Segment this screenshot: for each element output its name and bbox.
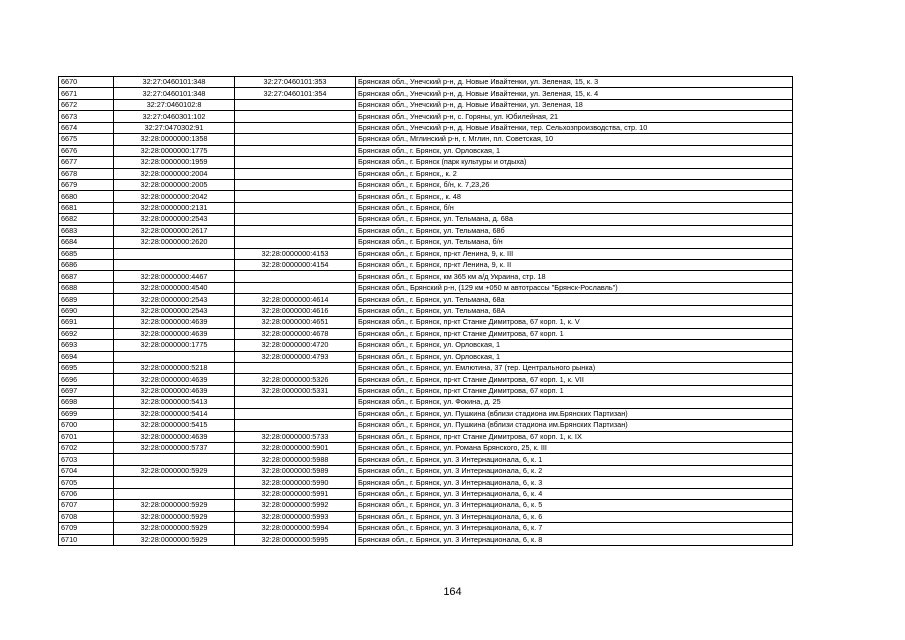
row-number-cell: 6674 bbox=[59, 122, 114, 133]
sub-cadastral-number-cell: 32:28:0000000:4614 bbox=[235, 294, 356, 305]
cadastral-number-cell: 32:28:0000000:1959 bbox=[114, 157, 235, 168]
address-cell: Брянская обл., г. Брянск, пр-кт Станке Димитрова, 67 корп. 1, к. VII bbox=[356, 374, 793, 385]
sub-cadastral-number-cell: 32:28:0000000:4616 bbox=[235, 305, 356, 316]
table-row bbox=[59, 122, 793, 133]
address-cell: Брянская обл., г. Брянск, ул. Емлютина, 37 (тер. Центрального рынка) bbox=[356, 362, 793, 373]
sub-cadastral-number-cell bbox=[235, 157, 356, 168]
cadastral-number-cell: 32:27:0460301:102 bbox=[114, 111, 235, 122]
table-row bbox=[59, 317, 793, 328]
cadastral-number-cell: 32:28:0000000:5929 bbox=[114, 523, 235, 534]
address-cell: Брянская обл., г. Брянск, ул. Пушкина (вблизи стадиона им.Брянских Партизан) bbox=[356, 408, 793, 419]
sub-cadastral-number-cell: 32:28:0000000:4154 bbox=[235, 260, 356, 271]
address-cell: Брянская обл., г. Брянск, ул. Тельмана, д. 68а bbox=[356, 214, 793, 225]
cadastral-number-cell bbox=[114, 351, 235, 362]
table-row bbox=[59, 88, 793, 99]
row-number-cell: 6690 bbox=[59, 305, 114, 316]
table-row bbox=[59, 420, 793, 431]
address-cell: Брянская обл., г. Брянск, пр-кт Станке Димитрова, 67 корп. 1, к. V bbox=[356, 317, 793, 328]
table-row bbox=[59, 157, 793, 168]
row-number-cell: 6708 bbox=[59, 511, 114, 522]
cadastral-number-cell: 32:28:0000000:2543 bbox=[114, 305, 235, 316]
row-number-cell: 6672 bbox=[59, 99, 114, 110]
cadastral-number-cell: 32:28:0000000:4467 bbox=[114, 271, 235, 282]
table-row bbox=[59, 443, 793, 454]
row-number-cell: 6680 bbox=[59, 191, 114, 202]
cadastral-number-cell: 32:28:0000000:2131 bbox=[114, 202, 235, 213]
row-number-cell: 6693 bbox=[59, 340, 114, 351]
address-cell: Брянская обл., г. Брянск, пр-кт Станке Димитрова, 67 корп. 1, к. IX bbox=[356, 431, 793, 442]
cadastral-number-cell: 32:28:0000000:5218 bbox=[114, 362, 235, 373]
table-row bbox=[59, 374, 793, 385]
row-number-cell: 6709 bbox=[59, 523, 114, 534]
sub-cadastral-number-cell: 32:28:0000000:5993 bbox=[235, 511, 356, 522]
cadastral-number-cell: 32:28:0000000:5929 bbox=[114, 511, 235, 522]
cadastral-number-cell: 32:28:0000000:4639 bbox=[114, 328, 235, 339]
table-row bbox=[59, 328, 793, 339]
address-cell: Брянская обл., г. Брянск, ул. 3 Интернационала, 6, к. 2 bbox=[356, 465, 793, 476]
address-cell: Брянская обл., Унечский р-н, д. Новые Ивайтенки, тер. Сельхозпроизводства, стр. 10 bbox=[356, 122, 793, 133]
row-number-cell: 6688 bbox=[59, 282, 114, 293]
table-row bbox=[59, 271, 793, 282]
address-cell: Брянская обл., г. Брянск,, к. 2 bbox=[356, 168, 793, 179]
table-row bbox=[59, 454, 793, 465]
row-number-cell: 6685 bbox=[59, 248, 114, 259]
row-number-cell: 6675 bbox=[59, 134, 114, 145]
cadastral-number-cell: 32:28:0000000:2620 bbox=[114, 237, 235, 248]
sub-cadastral-number-cell bbox=[235, 271, 356, 282]
address-cell: Брянская обл., г. Брянск, б/н bbox=[356, 202, 793, 213]
address-cell: Брянская обл., г. Брянск, пр-кт Ленина, 9, к. III bbox=[356, 248, 793, 259]
table-row bbox=[59, 511, 793, 522]
cadastral-number-cell: 32:28:0000000:5929 bbox=[114, 465, 235, 476]
address-cell: Брянская обл., г. Брянск, ул. Орловская, 1 bbox=[356, 351, 793, 362]
sub-cadastral-number-cell: 32:28:0000000:5991 bbox=[235, 488, 356, 499]
sub-cadastral-number-cell bbox=[235, 191, 356, 202]
cadastral-number-cell: 32:28:0000000:4639 bbox=[114, 317, 235, 328]
sub-cadastral-number-cell: 32:28:0000000:5901 bbox=[235, 443, 356, 454]
sub-cadastral-number-cell: 32:28:0000000:5733 bbox=[235, 431, 356, 442]
cadastral-number-cell: 32:28:0000000:4639 bbox=[114, 385, 235, 396]
row-number-cell: 6676 bbox=[59, 145, 114, 156]
cadastral-number-cell: 32:27:0470302:91 bbox=[114, 122, 235, 133]
cadastral-number-cell: 32:28:0000000:1358 bbox=[114, 134, 235, 145]
cadastral-number-cell bbox=[114, 260, 235, 271]
address-cell: Брянская обл., г. Брянск, ул. 3 Интернационала, 6, к. 7 bbox=[356, 523, 793, 534]
table-row bbox=[59, 145, 793, 156]
address-cell: Брянская обл., Унечский р-н, с. Горяны, ул. Юбилейная, 21 bbox=[356, 111, 793, 122]
sub-cadastral-number-cell bbox=[235, 111, 356, 122]
table-row bbox=[59, 225, 793, 236]
row-number-cell: 6705 bbox=[59, 477, 114, 488]
sub-cadastral-number-cell bbox=[235, 408, 356, 419]
row-number-cell: 6694 bbox=[59, 351, 114, 362]
table-row bbox=[59, 248, 793, 259]
cadastral-number-cell: 32:28:0000000:2617 bbox=[114, 225, 235, 236]
row-number-cell: 6689 bbox=[59, 294, 114, 305]
address-cell: Брянская обл., г. Брянск (парк культуры и отдыха) bbox=[356, 157, 793, 168]
sub-cadastral-number-cell bbox=[235, 397, 356, 408]
row-number-cell: 6670 bbox=[59, 77, 114, 88]
sub-cadastral-number-cell: 32:28:0000000:5992 bbox=[235, 500, 356, 511]
row-number-cell: 6673 bbox=[59, 111, 114, 122]
sub-cadastral-number-cell: 32:28:0000000:5994 bbox=[235, 523, 356, 534]
address-cell: Брянская обл., Унечский р-н, д. Новые Ивайтенки, ул. Зеленая, 15, к. 3 bbox=[356, 77, 793, 88]
cadastral-number-cell: 32:28:0000000:4639 bbox=[114, 431, 235, 442]
table-row bbox=[59, 260, 793, 271]
row-number-cell: 6703 bbox=[59, 454, 114, 465]
address-cell: Брянская обл., г. Брянск, ул. 3 Интернационала, 6, к. 1 bbox=[356, 454, 793, 465]
address-cell: Брянская обл., г. Брянск, ул. Тельмана, б/н bbox=[356, 237, 793, 248]
cadastral-number-cell: 32:28:0000000:2005 bbox=[114, 179, 235, 190]
sub-cadastral-number-cell: 32:28:0000000:4720 bbox=[235, 340, 356, 351]
row-number-cell: 6704 bbox=[59, 465, 114, 476]
row-number-cell: 6683 bbox=[59, 225, 114, 236]
cadastral-number-cell bbox=[114, 477, 235, 488]
row-number-cell: 6710 bbox=[59, 534, 114, 545]
cadastral-number-cell bbox=[114, 488, 235, 499]
row-number-cell: 6700 bbox=[59, 420, 114, 431]
table-row bbox=[59, 168, 793, 179]
address-cell: Брянская обл., г. Брянск, пр-кт Ленина, 9, к. II bbox=[356, 260, 793, 271]
address-cell: Брянская обл., г. Брянск, пр-кт Станке Димитрова, 67 корп. 1 bbox=[356, 328, 793, 339]
sub-cadastral-number-cell bbox=[235, 202, 356, 213]
address-cell: Брянская обл., г. Брянск, ул. Орловская, 1 bbox=[356, 340, 793, 351]
row-number-cell: 6699 bbox=[59, 408, 114, 419]
sub-cadastral-number-cell: 32:28:0000000:4651 bbox=[235, 317, 356, 328]
cadastral-number-cell: 32:27:0460102:8 bbox=[114, 99, 235, 110]
table-body bbox=[59, 77, 793, 546]
sub-cadastral-number-cell bbox=[235, 168, 356, 179]
sub-cadastral-number-cell bbox=[235, 282, 356, 293]
table-row bbox=[59, 385, 793, 396]
address-cell: Брянская обл., г. Брянск, ул. Романа Брянского, 25, к. III bbox=[356, 443, 793, 454]
address-cell: Брянская обл., г. Брянск, км 365 км а/д Украина, стр. 18 bbox=[356, 271, 793, 282]
address-cell: Брянская обл., г. Брянск, пр-кт Станке Димитрова, 67 корп. 1 bbox=[356, 385, 793, 396]
sub-cadastral-number-cell bbox=[235, 99, 356, 110]
table-row bbox=[59, 294, 793, 305]
address-cell: Брянская обл., г. Брянск, ул. 3 Интернационала, 6, к. 5 bbox=[356, 500, 793, 511]
sub-cadastral-number-cell: 32:28:0000000:4153 bbox=[235, 248, 356, 259]
sub-cadastral-number-cell bbox=[235, 145, 356, 156]
sub-cadastral-number-cell bbox=[235, 420, 356, 431]
address-cell: Брянская обл., г. Брянск,, к. 48 bbox=[356, 191, 793, 202]
row-number-cell: 6706 bbox=[59, 488, 114, 499]
row-number-cell: 6692 bbox=[59, 328, 114, 339]
sub-cadastral-number-cell: 32:28:0000000:5990 bbox=[235, 477, 356, 488]
address-cell: Брянская обл., г. Брянск, ул. Орловская, 1 bbox=[356, 145, 793, 156]
row-number-cell: 6696 bbox=[59, 374, 114, 385]
table-row bbox=[59, 179, 793, 190]
sub-cadastral-number-cell: 32:27:0460101:353 bbox=[235, 77, 356, 88]
cadastral-number-cell: 32:28:0000000:2042 bbox=[114, 191, 235, 202]
property-table bbox=[58, 76, 793, 546]
page-number: 164 bbox=[443, 586, 462, 598]
address-cell: Брянская обл., г. Брянск, ул. 3 Интернационала, 6, к. 3 bbox=[356, 477, 793, 488]
cadastral-number-cell: 32:28:0000000:2004 bbox=[114, 168, 235, 179]
row-number-cell: 6695 bbox=[59, 362, 114, 373]
table-row bbox=[59, 500, 793, 511]
address-cell: Брянская обл., Унечский р-н, д. Новые Ивайтенки, ул. Зеленая, 15, к. 4 bbox=[356, 88, 793, 99]
sub-cadastral-number-cell: 32:27:0460101:354 bbox=[235, 88, 356, 99]
cadastral-number-cell bbox=[114, 454, 235, 465]
cadastral-number-cell: 32:28:0000000:2543 bbox=[114, 294, 235, 305]
cadastral-number-cell: 32:28:0000000:5929 bbox=[114, 500, 235, 511]
row-number-cell: 6684 bbox=[59, 237, 114, 248]
sub-cadastral-number-cell: 32:28:0000000:4793 bbox=[235, 351, 356, 362]
row-number-cell: 6697 bbox=[59, 385, 114, 396]
address-cell: Брянская обл., г. Брянск, ул. Фокина, д. 25 bbox=[356, 397, 793, 408]
row-number-cell: 6698 bbox=[59, 397, 114, 408]
sub-cadastral-number-cell bbox=[235, 225, 356, 236]
sub-cadastral-number-cell: 32:28:0000000:4678 bbox=[235, 328, 356, 339]
table-row bbox=[59, 362, 793, 373]
sub-cadastral-number-cell: 32:28:0000000:5995 bbox=[235, 534, 356, 545]
cadastral-number-cell: 32:28:0000000:4540 bbox=[114, 282, 235, 293]
address-cell: Брянская обл., г. Брянск, ул. 3 Интернационала, 6, к. 8 bbox=[356, 534, 793, 545]
sub-cadastral-number-cell bbox=[235, 134, 356, 145]
sub-cadastral-number-cell bbox=[235, 179, 356, 190]
table-row bbox=[59, 191, 793, 202]
address-cell: Брянская обл., г. Брянск, ул. Тельмана, 68б bbox=[356, 225, 793, 236]
sub-cadastral-number-cell: 32:28:0000000:5988 bbox=[235, 454, 356, 465]
row-number-cell: 6682 bbox=[59, 214, 114, 225]
sub-cadastral-number-cell: 32:28:0000000:5331 bbox=[235, 385, 356, 396]
address-cell: Брянская обл., г. Брянск, ул. Пушкина (вблизи стадиона им.Брянских Партизан) bbox=[356, 420, 793, 431]
row-number-cell: 6691 bbox=[59, 317, 114, 328]
address-cell: Брянская обл., г. Брянск, ул. Тельмана, 68А bbox=[356, 305, 793, 316]
table-row bbox=[59, 523, 793, 534]
sub-cadastral-number-cell bbox=[235, 237, 356, 248]
row-number-cell: 6681 bbox=[59, 202, 114, 213]
cadastral-number-cell: 32:27:0460101:348 bbox=[114, 88, 235, 99]
cadastral-number-cell bbox=[114, 248, 235, 259]
cadastral-number-cell: 32:28:0000000:1775 bbox=[114, 145, 235, 156]
row-number-cell: 6679 bbox=[59, 179, 114, 190]
table-row bbox=[59, 214, 793, 225]
sub-cadastral-number-cell bbox=[235, 214, 356, 225]
table-row bbox=[59, 488, 793, 499]
table-row bbox=[59, 111, 793, 122]
table-row bbox=[59, 99, 793, 110]
cadastral-number-cell: 32:28:0000000:4639 bbox=[114, 374, 235, 385]
row-number-cell: 6678 bbox=[59, 168, 114, 179]
sub-cadastral-number-cell bbox=[235, 122, 356, 133]
address-cell: Брянская обл., г. Брянск, ул. 3 Интернационала, 6, к. 4 bbox=[356, 488, 793, 499]
table-row bbox=[59, 202, 793, 213]
cadastral-number-cell: 32:28:0000000:5414 bbox=[114, 408, 235, 419]
row-number-cell: 6701 bbox=[59, 431, 114, 442]
sub-cadastral-number-cell bbox=[235, 362, 356, 373]
table-row bbox=[59, 397, 793, 408]
table-row bbox=[59, 340, 793, 351]
row-number-cell: 6687 bbox=[59, 271, 114, 282]
address-cell: Брянская обл., Мглинский р-н, г. Мглин, пл. Советская, 10 bbox=[356, 134, 793, 145]
row-number-cell: 6702 bbox=[59, 443, 114, 454]
row-number-cell: 6686 bbox=[59, 260, 114, 271]
address-cell: Брянская обл., г. Брянск, б/н, к. 7,23,26 bbox=[356, 179, 793, 190]
cadastral-number-cell: 32:28:0000000:1775 bbox=[114, 340, 235, 351]
table-row bbox=[59, 477, 793, 488]
row-number-cell: 6677 bbox=[59, 157, 114, 168]
sub-cadastral-number-cell: 32:28:0000000:5989 bbox=[235, 465, 356, 476]
table-row bbox=[59, 351, 793, 362]
cadastral-number-cell: 32:28:0000000:5415 bbox=[114, 420, 235, 431]
table-row bbox=[59, 408, 793, 419]
table-row bbox=[59, 134, 793, 145]
cadastral-number-cell: 32:27:0460101:348 bbox=[114, 77, 235, 88]
table-row bbox=[59, 431, 793, 442]
address-cell: Брянская обл., Унечский р-н, д. Новые Ивайтенки, ул. Зеленая, 18 bbox=[356, 99, 793, 110]
address-cell: Брянская обл., Брянский р-н, (129 км +050 м автотрассы "Брянск-Рославль") bbox=[356, 282, 793, 293]
table-row bbox=[59, 237, 793, 248]
table-row bbox=[59, 77, 793, 88]
table-row bbox=[59, 534, 793, 545]
table-row bbox=[59, 305, 793, 316]
table-row bbox=[59, 282, 793, 293]
sub-cadastral-number-cell: 32:28:0000000:5326 bbox=[235, 374, 356, 385]
address-cell: Брянская обл., г. Брянск, ул. 3 Интернационала, 6, к. 6 bbox=[356, 511, 793, 522]
table-row bbox=[59, 465, 793, 476]
row-number-cell: 6707 bbox=[59, 500, 114, 511]
cadastral-number-cell: 32:28:0000000:5413 bbox=[114, 397, 235, 408]
cadastral-number-cell: 32:28:0000000:5929 bbox=[114, 534, 235, 545]
row-number-cell: 6671 bbox=[59, 88, 114, 99]
address-cell: Брянская обл., г. Брянск, ул. Тельмана, 68а bbox=[356, 294, 793, 305]
cadastral-number-cell: 32:28:0000000:2543 bbox=[114, 214, 235, 225]
cadastral-number-cell: 32:28:0000000:5737 bbox=[114, 443, 235, 454]
